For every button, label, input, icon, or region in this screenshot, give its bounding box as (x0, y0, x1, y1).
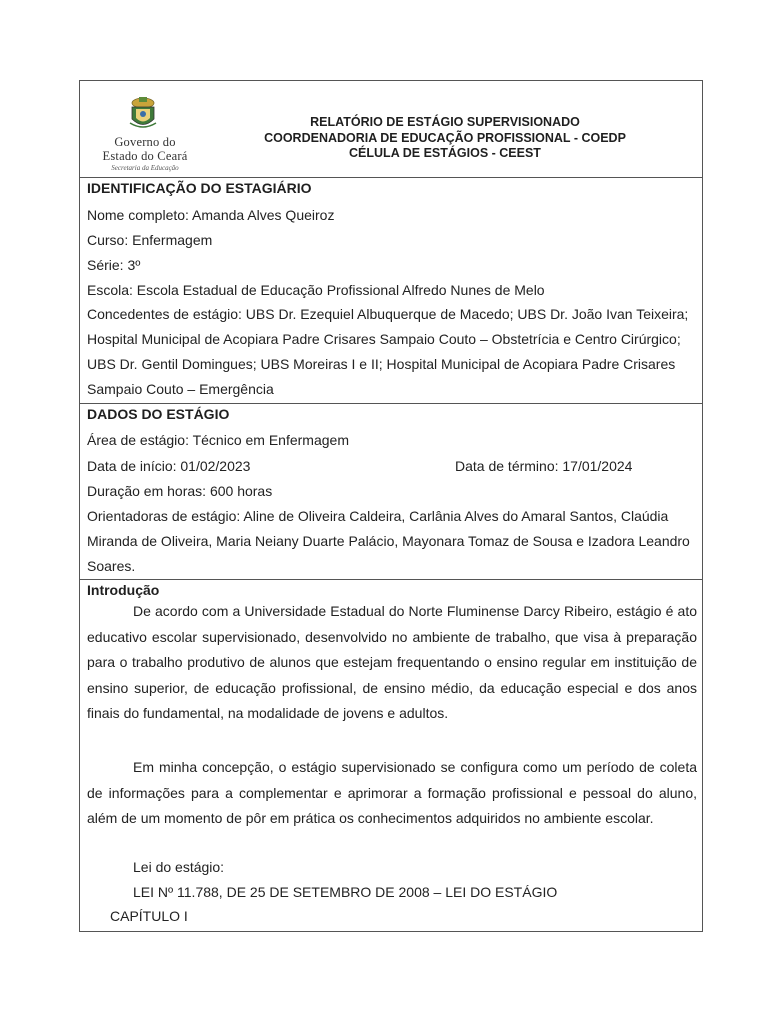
report-frame (79, 80, 703, 932)
coordination-title: COORDENADORIA DE EDUCAÇÃO PROFISSIONAL - COEDP (264, 130, 626, 145)
field-data-inicio: Data de início: 01/02/2023 (87, 458, 251, 474)
field-curso: Curso: Enfermagem (87, 232, 213, 248)
intro-paragraph-2 (87, 755, 697, 832)
government-logo (86, 91, 204, 171)
report-title: RELATÓRIO DE ESTÁGIO SUPERVISIONADO (310, 115, 580, 129)
report-titles (210, 115, 680, 162)
section-title-introducao: Introdução (87, 582, 160, 598)
section-title-identificacao: IDENTIFICAÇÃO DO ESTAGIÁRIO (87, 180, 312, 196)
cell-title: CÉLULA DE ESTÁGIOS - CEEST (349, 146, 541, 160)
report-header (80, 81, 702, 177)
field-data-termino: Data de término: 17/01/2024 (455, 458, 633, 474)
coat-of-arms-icon (128, 95, 158, 131)
intro-paragraph-1-text: De acordo com a Universidade Estadual do Norte Fluminense Darcy Ribeiro, estágio é ato educativo escolar supervisionado, desenvolvido no ambiente de trabalho, que visa à preparação para o trabalho produtivo de alunos que estejam frequentando o ensino regular em instituição de ensino superior, de educação profissional, de ensino médio, da educação especial e dos anos finais do fundamental, na modalidade de jovens e adultos. (87, 603, 697, 721)
intro-paragraph-2-text: Em minha concepção, o estágio supervisionado se configura como um período de coleta de informações para a complementar e aprimorar a formação profissional e pessoal do aluno, além de um momento de pôr em prática os conhecimentos adquiridos no ambiente escolar. (87, 759, 697, 826)
logo-line-3: Secretaria da Educação (111, 164, 179, 172)
divider (80, 579, 702, 580)
field-orientadoras: Orientadoras de estágio: Aline de Oliveira Caldeira, Carlânia Alves do Amaral Santos, Claúdia Miranda de Oliveira, Maria Neiany Duarte Palácio, Mayonara Tomaz de Sousa e Izadora Leandro Soares. (87, 508, 690, 574)
field-nome: Nome completo: Amanda Alves Queiroz (87, 207, 335, 223)
field-area: Área de estágio: Técnico em Enfermagem (87, 432, 349, 448)
lei-label: Lei do estágio: (133, 859, 225, 875)
field-escola: Escola: Escola Estadual de Educação Profissional Alfredo Nunes de Melo (87, 282, 545, 298)
intro-paragraph-1 (87, 599, 697, 727)
field-concedentes: Concedentes de estágio: UBS Dr. Ezequiel Albuquerque de Macedo; UBS Dr. João Ivan Teixeira; Hospital Municipal de Acopiara Padre Crisares Sampaio Couto – Obstetrícia e Centro Cirúrgico; UBS Dr. Gentil Domingues; UBS Moreiras I e II; Hospital Municipal de Acopiara Padre Crisares Sampaio Couto – Emergência (87, 306, 689, 397)
section-title-dados: DADOS DO ESTÁGIO (87, 406, 230, 422)
logo-line-2: Estado do Ceará (102, 149, 188, 163)
divider (80, 403, 702, 404)
logo-line-1: Governo do (114, 135, 176, 149)
divider (80, 177, 702, 178)
capitulo: CAPÍTULO I (110, 908, 188, 924)
lei-title: LEI Nº 11.788, DE 25 DE SETEMBRO DE 2008 – LEI DO ESTÁGIO (133, 884, 558, 900)
field-duracao: Duração em horas: 600 horas (87, 483, 273, 499)
field-serie: Série: 3º (87, 257, 141, 273)
